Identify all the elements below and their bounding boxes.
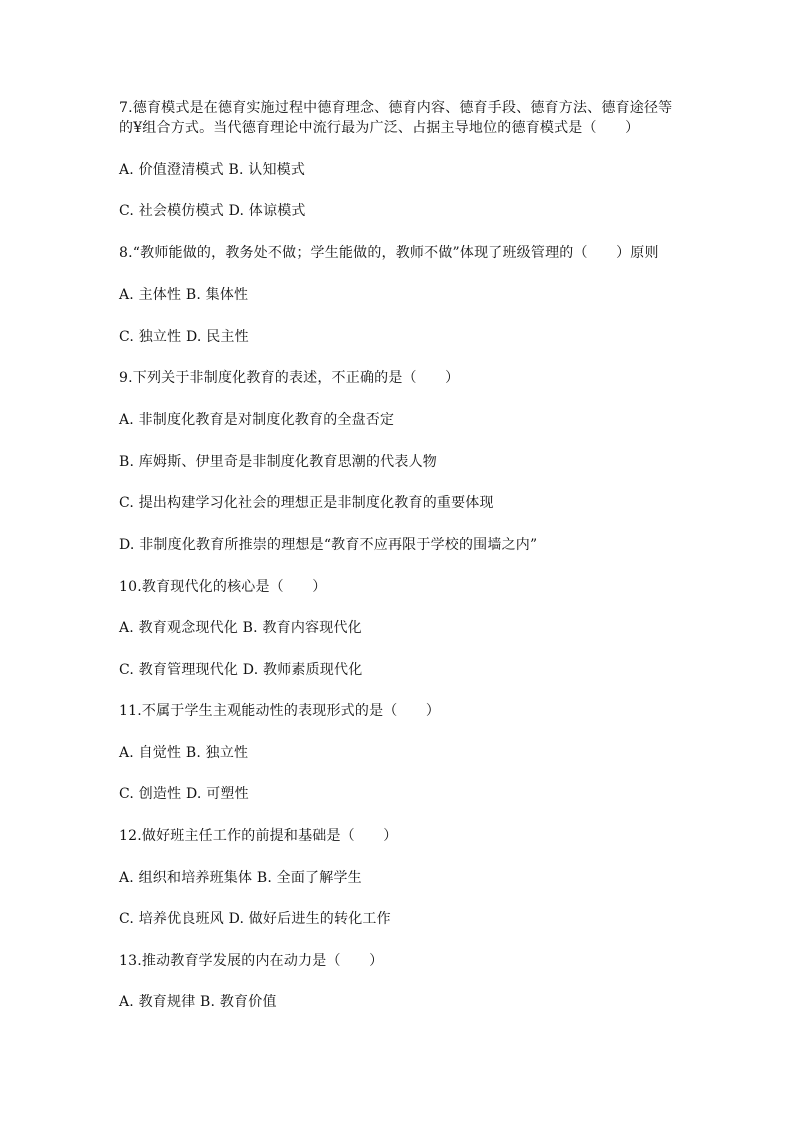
question-9-stem: 9.下列关于非制度化教育的表述，不正确的是（ ） bbox=[119, 370, 460, 386]
question-9-option-a: A. 非制度化教育是对制度化教育的全盘否定 bbox=[119, 412, 395, 428]
question-13-options-ab: A. 教育规律 B. 教育价值 bbox=[119, 994, 277, 1010]
question-8-options-ab: A. 主体性 B. 集体性 bbox=[119, 287, 249, 303]
question-8-stem: 8.“教师能做的，教务处不做；学生能做的，教师不做”体现了班级管理的（ ）原则 bbox=[119, 245, 659, 261]
question-12-stem: 12.做好班主任工作的前提和基础是（ ） bbox=[119, 828, 398, 844]
question-7-options-cd: C. 社会模仿模式 D. 体谅模式 bbox=[119, 203, 306, 219]
question-13-stem: 13.推动教育学发展的内在动力是（ ） bbox=[119, 953, 384, 969]
question-11-options-cd: C. 创造性 D. 可塑性 bbox=[119, 786, 249, 802]
question-10-options-cd: C. 教育管理现代化 D. 教师素质现代化 bbox=[119, 662, 363, 678]
question-7-stem-line-2: 的¥组合方式。当代德育理论中流行最为广泛、占据主导地位的德育模式是（ ） bbox=[119, 120, 640, 136]
question-10-stem: 10.教育现代化的核心是（ ） bbox=[119, 579, 327, 595]
question-8-options-cd: C. 独立性 D. 民主性 bbox=[119, 329, 249, 345]
question-12-options-cd: C. 培养优良班风 D. 做好后进生的转化工作 bbox=[119, 911, 391, 927]
question-9-option-d: D. 非制度化教育所推崇的理想是“教育不应再限于学校的围墙之内” bbox=[119, 537, 538, 553]
question-12-options-ab: A. 组织和培养班集体 B. 全面了解学生 bbox=[119, 870, 362, 886]
question-7-options-ab: A. 价值澄清模式 B. 认知模式 bbox=[119, 162, 306, 178]
question-10-options-ab: A. 教育观念现代化 B. 教育内容现代化 bbox=[119, 620, 362, 636]
question-9-option-b: B. 库姆斯、伊里奇是非制度化教育思潮的代表人物 bbox=[119, 454, 437, 470]
question-9-option-c: C. 提出构建学习化社会的理想正是非制度化教育的重要体现 bbox=[119, 495, 494, 511]
question-11-options-ab: A. 自觉性 B. 独立性 bbox=[119, 745, 249, 761]
question-11-stem: 11.不属于学生主观能动性的表现形式的是（ ） bbox=[119, 703, 441, 719]
question-7-stem-line-1: 7.德育模式是在德育实施过程中德育理念、德育内容、德育手段、德育方法、德育途径等 bbox=[119, 100, 673, 116]
